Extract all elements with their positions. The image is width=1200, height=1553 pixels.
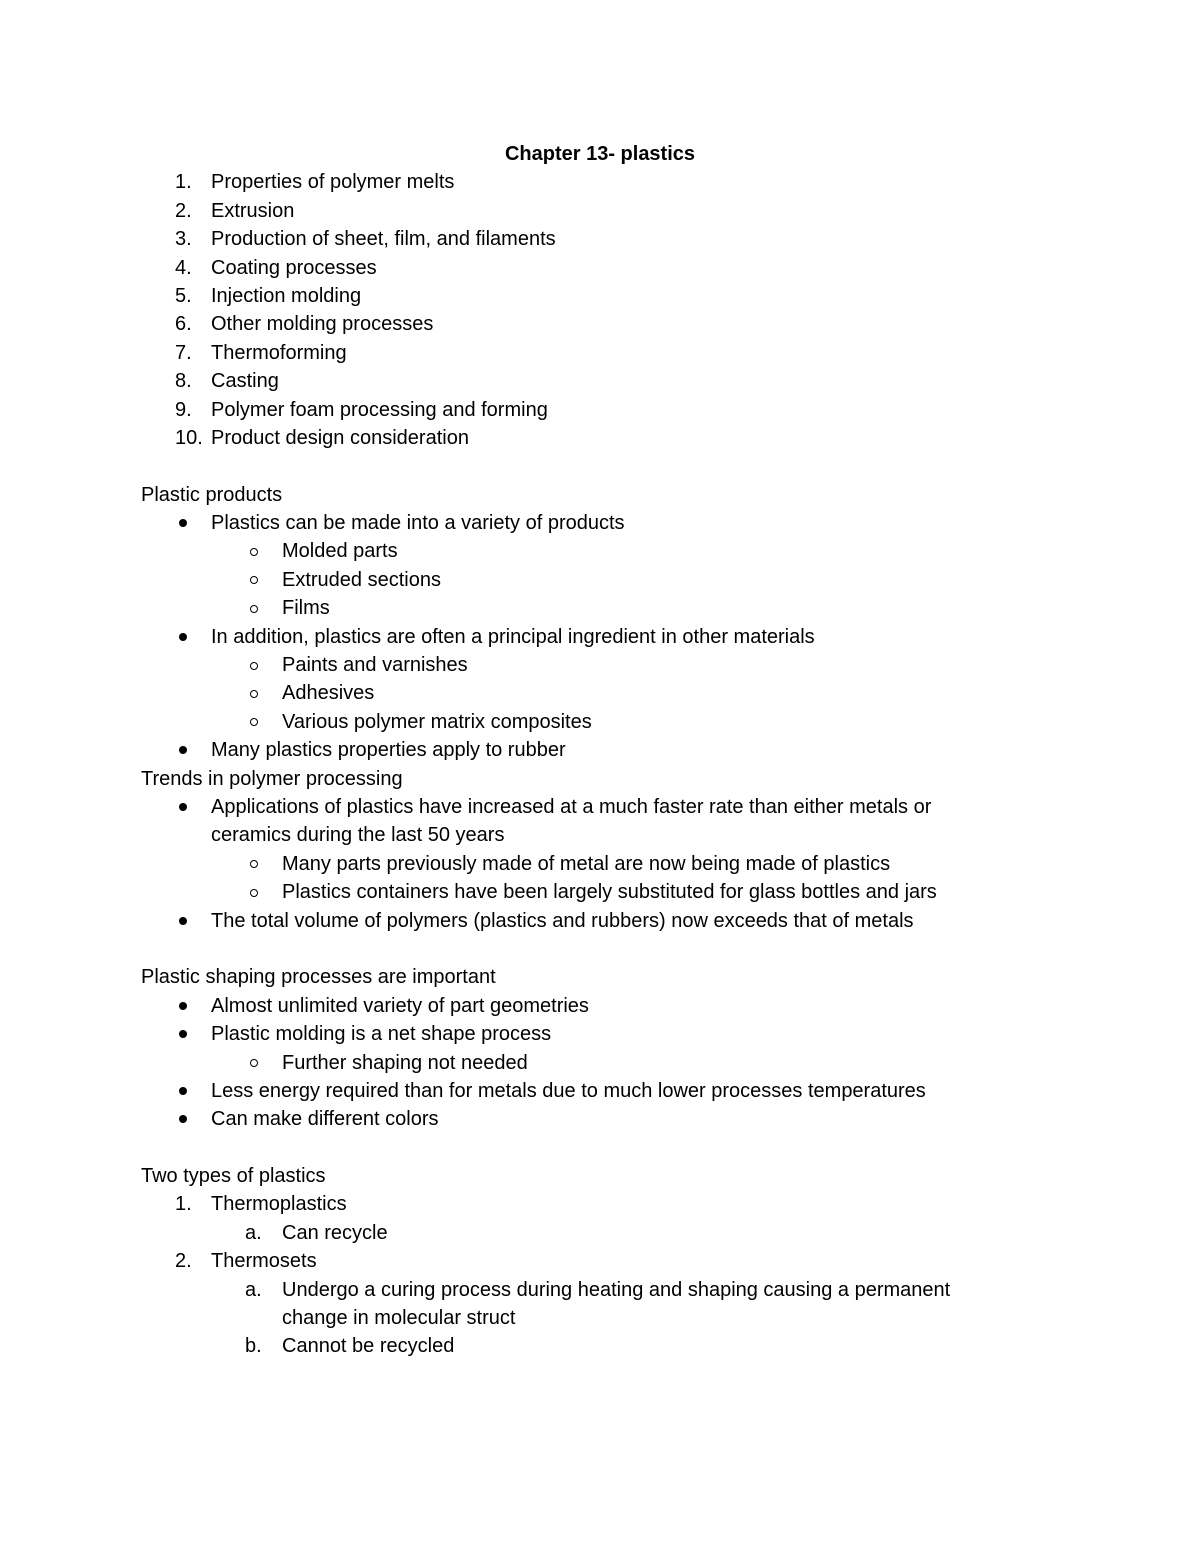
bullet-text: Many plastics properties apply to rubber [211,739,566,762]
bullet-text: Less energy required than for metals due to much lower processes temperatures [211,1079,926,1102]
list-item-text: Polymer foam processing and forming [211,398,548,421]
circle-bullet-icon [250,662,258,670]
bullet-item [141,1105,1041,1133]
bullet-text: Molded parts [282,540,398,563]
sub-bullet-item [141,878,1041,906]
list-item [141,339,1041,367]
bullet-icon [179,1030,187,1038]
sub-bullet-item [141,651,1041,679]
list-number: 1. [175,171,192,194]
section-heading: Plastic products [141,483,283,506]
bullet-text: Adhesives [282,682,375,705]
list-number: 9. [175,398,192,421]
list-number: 6. [175,313,192,336]
sub-list-item [141,1332,1041,1360]
bullet-icon [179,1002,187,1010]
spacer [141,1134,1041,1162]
bullet-icon [179,746,187,754]
circle-bullet-icon [250,690,258,698]
sub-bullet-item [141,537,1041,565]
list-item [141,197,1041,225]
bullet-icon [179,917,187,925]
section-heading: Trends in polymer processing [141,767,403,790]
spacer [141,935,1041,963]
sub-bullet-item [141,566,1041,594]
list-item-text: Properties of polymer melts [211,171,455,194]
list-letter: a. [245,1221,262,1244]
list-item-text: Other molding processes [211,313,434,336]
section-heading: Two types of plastics [141,1165,326,1188]
bullet-item [141,793,1041,821]
circle-bullet-icon [250,576,258,584]
list-item [141,1190,1041,1218]
bullet-icon [179,1087,187,1095]
circle-bullet-icon [250,548,258,556]
bullet-text: Plastic molding is a net shape process [211,1023,552,1046]
list-item-text: Extrusion [211,199,295,222]
list-item [141,367,1041,395]
list-number: 7. [175,341,192,364]
document-body [141,140,1041,1361]
bullet-item [141,1077,1041,1105]
list-item-text: change in molecular struct [282,1307,516,1330]
list-item [141,396,1041,424]
list-item-text: Thermoplastics [211,1193,347,1216]
bullet-text: Can make different colors [211,1108,439,1131]
sub-list-continuation [141,1304,1041,1332]
sub-list-item [141,1276,1041,1304]
circle-bullet-icon [250,860,258,868]
list-item-text: Can recycle [282,1221,388,1244]
list-number: 4. [175,256,192,279]
bullet-text: Further shaping not needed [282,1051,528,1074]
page-title: Chapter 13- plastics [504,143,696,165]
list-item-text: Injection molding [211,284,362,307]
list-item [141,310,1041,338]
bullet-text: The total volume of polymers (plastics and rubbers) now exceeds that of metals [211,909,914,932]
bullet-text: Applications of plastics have increased at a much faster rate than either metals or [211,795,932,818]
bullet-text: Extruded sections [282,568,441,591]
circle-bullet-icon [250,605,258,613]
list-item [141,225,1041,253]
list-number: 5. [175,284,192,307]
list-item-text: Product design consideration [211,426,469,449]
bullet-icon [179,803,187,811]
list-item-text: Thermosets [211,1250,317,1273]
bullet-icon [179,519,187,527]
list-letter: a. [245,1278,262,1301]
circle-bullet-icon [250,1059,258,1067]
list-item-text: Production of sheet, film, and filaments [211,228,556,251]
list-item [141,168,1041,196]
topic-list [141,168,1041,452]
list-item [141,282,1041,310]
list-item-text: Coating processes [211,256,377,279]
list-item-text: Thermoforming [211,341,347,364]
bullet-icon [179,633,187,641]
bullet-text: In addition, plastics are often a principal ingredient in other materials [211,625,815,648]
sub-bullet-item [141,1049,1041,1077]
sub-list-item [141,1219,1041,1247]
bullet-item [141,623,1041,651]
list-number: 10. [175,426,203,449]
list-number: 3. [175,228,192,251]
bullet-text: Plastics containers have been largely substituted for glass bottles and jars [282,881,937,904]
list-number: 2. [175,199,192,222]
bullet-item [141,509,1041,537]
bullet-text: Various polymer matrix composites [282,710,592,733]
bullet-item [141,736,1041,764]
list-number: 2. [175,1250,192,1273]
section-heading: Plastic shaping processes are important [141,966,496,989]
bullet-continuation [141,821,1041,849]
bullet-text: Paints and varnishes [282,654,468,677]
sub-bullet-item [141,850,1041,878]
list-item-text: Casting [211,370,279,393]
bullet-text: ceramics during the last 50 years [211,824,505,847]
bullet-text: Films [282,597,330,620]
list-letter: b. [245,1335,262,1358]
bullet-icon [179,1115,187,1123]
sub-bullet-item [141,679,1041,707]
list-number: 1. [175,1193,192,1216]
spacer [141,452,1041,480]
bullet-text: Plastics can be made into a variety of products [211,512,625,535]
list-item-text: Undergo a curing process during heating and shaping causing a permanent [282,1278,951,1301]
list-number: 8. [175,370,192,393]
sub-bullet-item [141,708,1041,736]
circle-bullet-icon [250,718,258,726]
list-item-text: Cannot be recycled [282,1335,455,1358]
bullet-text: Almost unlimited variety of part geometries [211,994,589,1017]
bullet-item [141,992,1041,1020]
bullet-item [141,1020,1041,1048]
list-item [141,1247,1041,1275]
bullet-item [141,907,1041,935]
bullet-text: Many parts previously made of metal are now being made of plastics [282,852,891,875]
sub-bullet-item [141,594,1041,622]
circle-bullet-icon [250,889,258,897]
list-item [141,424,1041,452]
list-item [141,254,1041,282]
